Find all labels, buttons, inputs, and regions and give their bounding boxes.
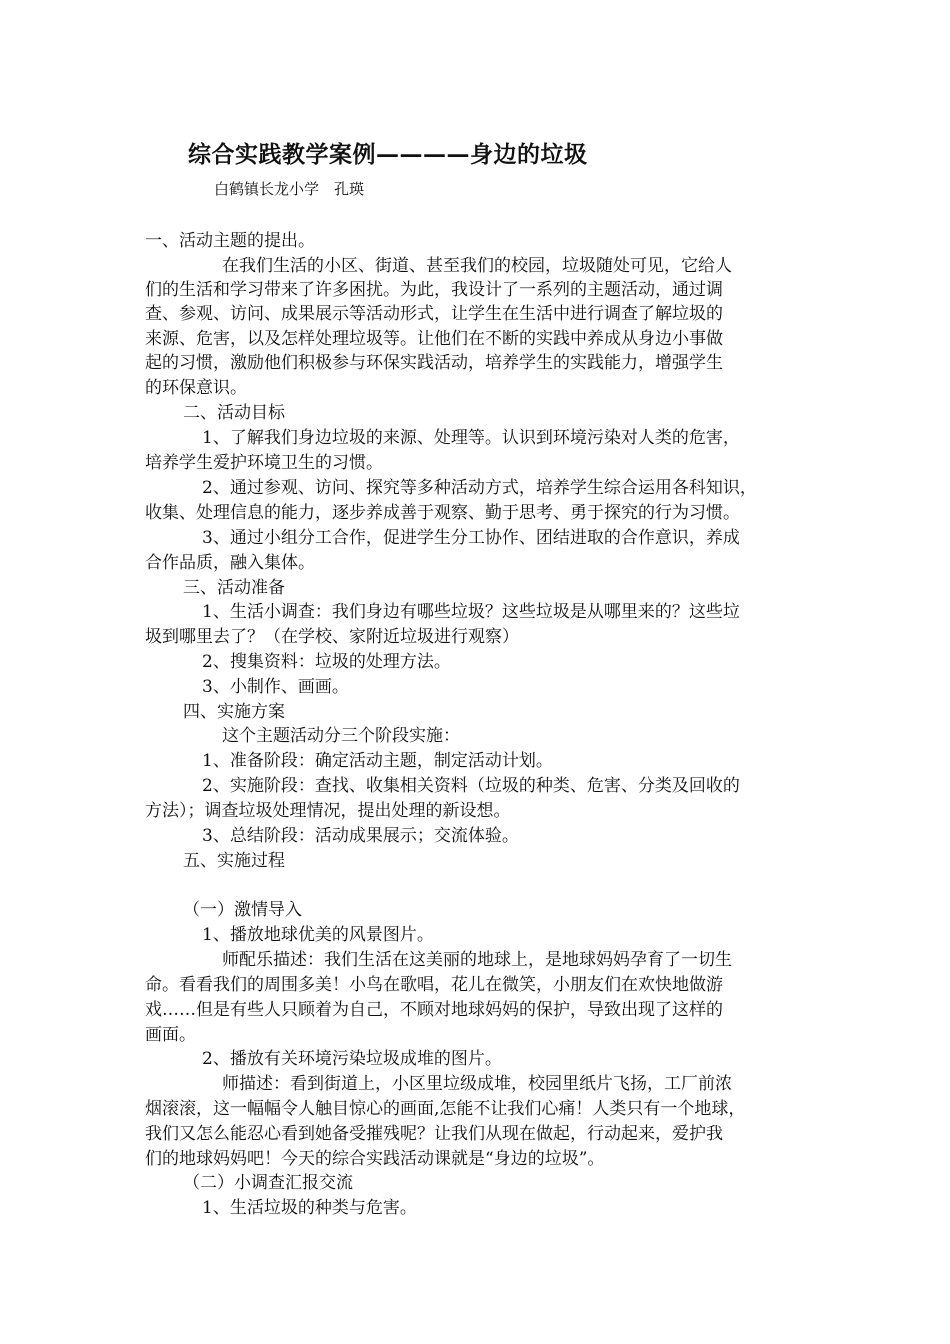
paragraph-line: 我们又怎么能忍心看到她备受摧残呢？让我们从现在做起，行动起来，爱护我: [145, 1124, 723, 1144]
section-heading: 二、活动目标: [183, 403, 285, 423]
paragraph-line: 们的生活和学习带来了许多困扰。为此，我设计了一系列的主题活动，通过调: [145, 280, 723, 300]
section-heading: 一、活动主题的提出。: [145, 231, 315, 251]
document-title: 综合实践教学案例————身边的垃圾: [188, 141, 588, 168]
paragraph-line: 查、参观、访问、成果展示等活动形式，让学生在生活中进行调查了解垃圾的: [145, 304, 723, 324]
paragraph-line: 们的地球妈妈吧！今天的综合实践活动课就是“身边的垃圾”。: [145, 1149, 605, 1169]
author-line: 白鹤镇长龙小学 孔瑛: [214, 180, 365, 198]
paragraph-line: 起的习惯，激励他们积极参与环保实践活动，培养学生的实践能力，增强学生: [145, 353, 723, 373]
paragraph-line: 3、总结阶段：活动成果展示；交流体验。: [202, 826, 519, 846]
paragraph-line: 师描述：看到街道上，小区里垃级成堆，校园里纸片飞扬，工厂前浓: [222, 1074, 732, 1094]
paragraph-line: 1、了解我们身边垃圾的来源、处理等。认识到环境污染对人类的危害，: [202, 428, 740, 448]
section-heading: 四、实施方案: [183, 702, 285, 722]
paragraph-line: 2、通过参观、访问、探究等多种活动方式，培养学生综合运用各科知识，: [202, 478, 757, 498]
section-heading: 三、活动准备: [183, 578, 285, 598]
paragraph-line: 1、准备阶段：确定活动主题，制定活动计划。: [202, 751, 553, 771]
paragraph-line: 圾到哪里去了？（在学校、家附近垃圾进行观察）: [145, 627, 519, 647]
paragraph-line: 在我们生活的小区、街道、甚至我们的校园，垃圾随处可见，它给人: [222, 256, 732, 276]
paragraph-line: 1、生活垃圾的种类与危害。: [202, 1198, 417, 1218]
paragraph-line: 1、生活小调查：我们身边有哪些垃圾？这些垃圾是从哪里来的？这些垃: [202, 602, 740, 622]
paragraph-line: 收集、处理信息的能力，逐步养成善于观察、勤于思考、勇于探究的行为习惯。: [145, 503, 740, 523]
paragraph-line: 2、实施阶段：查找、收集相关资料（垃圾的种类、危害、分类及回收的: [202, 776, 740, 796]
paragraph-line: 2、播放有关环境污染垃圾成堆的图片。: [202, 1049, 502, 1069]
paragraph-line: 3、通过小组分工合作，促进学生分工协作、团结进取的合作意识，养成: [202, 528, 740, 548]
paragraph-line: 命。看看我们的周围多美！小鸟在歌唱，花儿在微笑，小朋友们在欢快地做游: [145, 975, 723, 995]
paragraph-line: 画面。: [145, 1025, 196, 1045]
paragraph-line: 师配乐描述：我们生活在这美丽的地球上，是地球妈妈孕育了一切生: [222, 950, 732, 970]
paragraph-line: 的环保意识。: [145, 378, 247, 398]
paragraph-line: 合作品质，融入集体。: [145, 553, 315, 573]
paragraph-line: 来源、危害，以及怎样处理垃圾等。让他们在不断的实践中养成从身边小事做: [145, 329, 723, 349]
paragraph-line: 这个主题活动分三个阶段实施：: [222, 726, 460, 746]
subsection-heading: （一）激情导入: [183, 900, 302, 920]
paragraph-line: 烟滚滚，这一幅幅令人触目惊心的画面,怎能不让我们心痛！人类只有一个地球，: [145, 1099, 746, 1119]
paragraph-line: 2、搜集资料：垃圾的处理方法。: [202, 652, 451, 672]
paragraph-line: 方法）；调查垃圾处理情况，提出处理的新设想。: [145, 801, 511, 821]
subsection-heading: （二）小调查汇报交流: [183, 1173, 353, 1193]
section-heading: 五、实施过程: [183, 851, 285, 871]
paragraph-line: 培养学生爱护环境卫生的习惯。: [145, 453, 383, 473]
paragraph-line: 戏……但是有些人只顾着为自己，不顾对地球妈妈的保护，导致出现了这样的: [145, 1000, 723, 1020]
paragraph-line: 1、播放地球优美的风景图片。: [202, 925, 434, 945]
paragraph-line: 3、小制作、画画。: [202, 677, 349, 697]
